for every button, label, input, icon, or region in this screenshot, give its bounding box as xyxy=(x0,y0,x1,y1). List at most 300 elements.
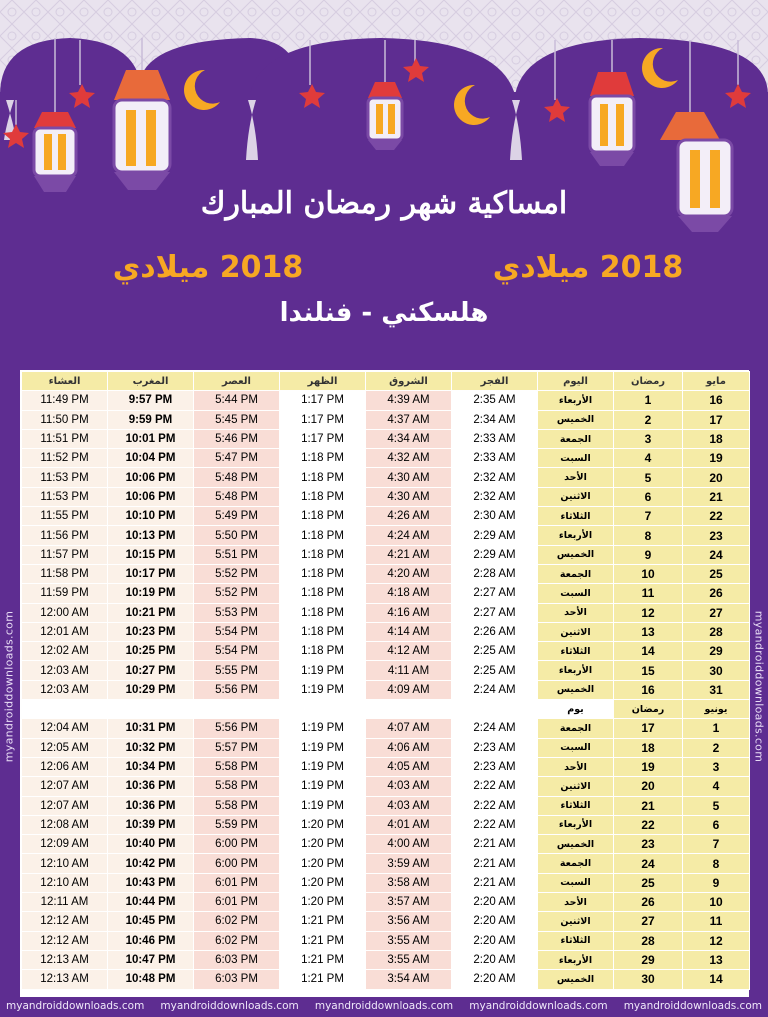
cell-shuruq: 4:09 AM xyxy=(366,681,451,699)
cell-day: السبت xyxy=(538,874,613,892)
cell-day: الخميس xyxy=(538,681,613,699)
cell-greg: 10 xyxy=(683,893,749,911)
cell-maghrib: 10:13 PM xyxy=(108,526,193,544)
cell-day: الخميس xyxy=(538,835,613,853)
cell-day: الجمعة xyxy=(538,430,613,448)
cell-isha: 11:52 PM xyxy=(22,449,107,467)
cell-shuruq: 4:11 AM xyxy=(366,661,451,679)
cell-isha: 11:57 PM xyxy=(22,546,107,564)
cell-fajr: 2:23 AM xyxy=(452,758,537,776)
cell-dhuhr: 1:18 PM xyxy=(280,565,365,583)
cell-dhuhr: 1:21 PM xyxy=(280,932,365,950)
cell-ramadan: 25 xyxy=(614,874,682,892)
cell-dhuhr: 1:19 PM xyxy=(280,758,365,776)
cell-ramadan: 30 xyxy=(614,970,682,988)
cell-asr: 5:49 PM xyxy=(194,507,279,525)
cell-dhuhr: 1:20 PM xyxy=(280,835,365,853)
cell-isha: 11:53 PM xyxy=(22,488,107,506)
cell-asr: 5:56 PM xyxy=(194,719,279,737)
cell-isha: 12:12 AM xyxy=(22,912,107,930)
cell-maghrib: 10:17 PM xyxy=(108,565,193,583)
cell-dhuhr: 1:19 PM xyxy=(280,739,365,757)
cell-shuruq: 4:30 AM xyxy=(366,488,451,506)
cell-day: السبت xyxy=(538,584,613,602)
cell-fajr: 2:34 AM xyxy=(452,411,537,429)
cell-asr: 5:59 PM xyxy=(194,816,279,834)
cell-asr: 5:46 PM xyxy=(194,430,279,448)
cell-greg: 8 xyxy=(683,854,749,872)
cell-day: الأحد xyxy=(538,893,613,911)
subheader-empty-cell xyxy=(108,700,193,718)
cell-fajr: 2:21 AM xyxy=(452,854,537,872)
table-row xyxy=(22,758,749,776)
cell-fajr: 2:21 AM xyxy=(452,835,537,853)
cell-fajr: 2:29 AM xyxy=(452,546,537,564)
cell-day: الاثنين xyxy=(538,488,613,506)
cell-isha: 12:09 AM xyxy=(22,835,107,853)
cell-isha: 12:00 AM xyxy=(22,604,107,622)
cell-greg: 18 xyxy=(683,430,749,448)
table-row xyxy=(22,391,749,409)
cell-dhuhr: 1:21 PM xyxy=(280,951,365,969)
cell-day: الأحد xyxy=(538,468,613,486)
cell-greg: 21 xyxy=(683,488,749,506)
cell-fajr: 2:22 AM xyxy=(452,797,537,815)
cell-day: الثلاثاء xyxy=(538,642,613,660)
cell-ramadan: 28 xyxy=(614,932,682,950)
cell-dhuhr: 1:18 PM xyxy=(280,584,365,602)
cell-asr: 5:52 PM xyxy=(194,584,279,602)
cell-day: السبت xyxy=(538,739,613,757)
cell-dhuhr: 1:19 PM xyxy=(280,777,365,795)
cell-shuruq: 4:20 AM xyxy=(366,565,451,583)
table-row xyxy=(22,661,749,679)
cell-fajr: 2:33 AM xyxy=(452,449,537,467)
cell-ramadan: 14 xyxy=(614,642,682,660)
cell-ramadan: 15 xyxy=(614,661,682,679)
cell-asr: 5:54 PM xyxy=(194,623,279,641)
cell-greg: 26 xyxy=(683,584,749,602)
cell-ramadan: 23 xyxy=(614,835,682,853)
cell-fajr: 2:20 AM xyxy=(452,970,537,988)
table-row xyxy=(22,507,749,525)
watermark-right: myandroiddownloads.com xyxy=(752,610,766,763)
cell-dhuhr: 1:18 PM xyxy=(280,526,365,544)
cell-fajr: 2:20 AM xyxy=(452,893,537,911)
cell-day: الأربعاء xyxy=(538,951,613,969)
cell-maghrib: 10:21 PM xyxy=(108,604,193,622)
cell-asr: 6:03 PM xyxy=(194,970,279,988)
cell-greg: 23 xyxy=(683,526,749,544)
cell-shuruq: 3:57 AM xyxy=(366,893,451,911)
cell-ramadan: 9 xyxy=(614,546,682,564)
cell-asr: 5:58 PM xyxy=(194,758,279,776)
cell-maghrib: 10:10 PM xyxy=(108,507,193,525)
cell-asr: 5:44 PM xyxy=(194,391,279,409)
cell-ramadan: 21 xyxy=(614,797,682,815)
cell-greg: 6 xyxy=(683,816,749,834)
cell-maghrib: 10:39 PM xyxy=(108,816,193,834)
table-row xyxy=(22,854,749,872)
cell-maghrib: 10:48 PM xyxy=(108,970,193,988)
cell-dhuhr: 1:20 PM xyxy=(280,816,365,834)
cell-shuruq: 4:21 AM xyxy=(366,546,451,564)
cell-day: الاثنين xyxy=(538,623,613,641)
cell-fajr: 2:26 AM xyxy=(452,623,537,641)
cell-asr: 5:52 PM xyxy=(194,565,279,583)
watermark-text: myandroiddownloads.com xyxy=(623,1000,762,1012)
cell-fajr: 2:23 AM xyxy=(452,739,537,757)
table-row xyxy=(22,835,749,853)
column-header: العشاء xyxy=(22,372,107,390)
cell-ramadan: 24 xyxy=(614,854,682,872)
cell-shuruq: 4:05 AM xyxy=(366,758,451,776)
cell-fajr: 2:28 AM xyxy=(452,565,537,583)
cell-ramadan: 1 xyxy=(614,391,682,409)
subheader-ramadan: رمضان xyxy=(614,700,682,718)
cell-dhuhr: 1:18 PM xyxy=(280,507,365,525)
cell-greg: 14 xyxy=(683,970,749,988)
table-row xyxy=(22,739,749,757)
cell-maghrib: 10:34 PM xyxy=(108,758,193,776)
cell-day: الأحد xyxy=(538,758,613,776)
cell-ramadan: 18 xyxy=(614,739,682,757)
subheader-empty-cell xyxy=(452,700,537,718)
cell-isha: 12:02 AM xyxy=(22,642,107,660)
cell-shuruq: 3:59 AM xyxy=(366,854,451,872)
cell-shuruq: 3:54 AM xyxy=(366,970,451,988)
cell-fajr: 2:25 AM xyxy=(452,661,537,679)
cell-asr: 6:02 PM xyxy=(194,932,279,950)
june-subheader-row xyxy=(22,700,749,718)
cell-isha: 11:49 PM xyxy=(22,391,107,409)
cell-asr: 6:02 PM xyxy=(194,912,279,930)
cell-maghrib: 10:44 PM xyxy=(108,893,193,911)
cell-shuruq: 4:24 AM xyxy=(366,526,451,544)
cell-dhuhr: 1:17 PM xyxy=(280,430,365,448)
table-row xyxy=(22,584,749,602)
cell-greg: 13 xyxy=(683,951,749,969)
cell-fajr: 2:33 AM xyxy=(452,430,537,448)
cell-ramadan: 17 xyxy=(614,719,682,737)
table-header-row xyxy=(22,372,749,390)
cell-asr: 5:50 PM xyxy=(194,526,279,544)
cell-maghrib: 10:36 PM xyxy=(108,797,193,815)
cell-maghrib: 10:40 PM xyxy=(108,835,193,853)
cell-day: الثلاثاء xyxy=(538,797,613,815)
cell-fajr: 2:29 AM xyxy=(452,526,537,544)
cell-maghrib: 10:32 PM xyxy=(108,739,193,757)
cell-shuruq: 4:30 AM xyxy=(366,468,451,486)
cell-maghrib: 10:01 PM xyxy=(108,430,193,448)
cell-dhuhr: 1:20 PM xyxy=(280,893,365,911)
column-header: مايو xyxy=(683,372,749,390)
cell-greg: 20 xyxy=(683,468,749,486)
cell-asr: 5:57 PM xyxy=(194,739,279,757)
subheader-empty-cell xyxy=(366,700,451,718)
cell-greg: 22 xyxy=(683,507,749,525)
cell-fajr: 2:22 AM xyxy=(452,777,537,795)
cell-maghrib: 9:59 PM xyxy=(108,411,193,429)
cell-shuruq: 3:56 AM xyxy=(366,912,451,930)
cell-ramadan: 7 xyxy=(614,507,682,525)
cell-fajr: 2:20 AM xyxy=(452,932,537,950)
cell-ramadan: 3 xyxy=(614,430,682,448)
cell-day: الجمعة xyxy=(538,719,613,737)
watermark-text: myandroiddownloads.com xyxy=(160,1000,299,1012)
cell-asr: 5:51 PM xyxy=(194,546,279,564)
cell-fajr: 2:20 AM xyxy=(452,951,537,969)
table-row xyxy=(22,449,749,467)
cell-dhuhr: 1:18 PM xyxy=(280,449,365,467)
cell-shuruq: 4:39 AM xyxy=(366,391,451,409)
cell-ramadan: 26 xyxy=(614,893,682,911)
cell-greg: 1 xyxy=(683,719,749,737)
cell-ramadan: 6 xyxy=(614,488,682,506)
cell-shuruq: 4:26 AM xyxy=(366,507,451,525)
cell-asr: 6:01 PM xyxy=(194,893,279,911)
column-header: الفجر xyxy=(452,372,537,390)
cell-isha: 11:58 PM xyxy=(22,565,107,583)
cell-maghrib: 10:06 PM xyxy=(108,488,193,506)
cell-asr: 6:03 PM xyxy=(194,951,279,969)
cell-maghrib: 10:29 PM xyxy=(108,681,193,699)
cell-asr: 5:58 PM xyxy=(194,777,279,795)
cell-dhuhr: 1:19 PM xyxy=(280,661,365,679)
year-label-right: 2018 ميلادي xyxy=(492,250,684,285)
cell-ramadan: 13 xyxy=(614,623,682,641)
cell-greg: 31 xyxy=(683,681,749,699)
table-row xyxy=(22,777,749,795)
table-row xyxy=(22,970,749,988)
cell-shuruq: 4:01 AM xyxy=(366,816,451,834)
table-row xyxy=(22,874,749,892)
cell-maghrib: 10:15 PM xyxy=(108,546,193,564)
cell-fajr: 2:32 AM xyxy=(452,488,537,506)
cell-dhuhr: 1:18 PM xyxy=(280,546,365,564)
cell-asr: 5:56 PM xyxy=(194,681,279,699)
cell-asr: 6:00 PM xyxy=(194,835,279,853)
cell-shuruq: 3:58 AM xyxy=(366,874,451,892)
cell-day: الاثنين xyxy=(538,912,613,930)
cell-day: الأربعاء xyxy=(538,661,613,679)
table-row xyxy=(22,411,749,429)
cell-greg: 19 xyxy=(683,449,749,467)
watermark-bottom xyxy=(0,998,768,1017)
cell-shuruq: 4:07 AM xyxy=(366,719,451,737)
cell-asr: 5:48 PM xyxy=(194,488,279,506)
cell-asr: 5:54 PM xyxy=(194,642,279,660)
cell-dhuhr: 1:19 PM xyxy=(280,797,365,815)
table-row xyxy=(22,893,749,911)
cell-maghrib: 10:27 PM xyxy=(108,661,193,679)
cell-asr: 5:58 PM xyxy=(194,797,279,815)
cell-day: الاثنين xyxy=(538,777,613,795)
cell-dhuhr: 1:19 PM xyxy=(280,719,365,737)
column-header: اليوم xyxy=(538,372,613,390)
cell-dhuhr: 1:18 PM xyxy=(280,642,365,660)
cell-fajr: 2:21 AM xyxy=(452,874,537,892)
cell-ramadan: 19 xyxy=(614,758,682,776)
cell-isha: 12:11 AM xyxy=(22,893,107,911)
cell-isha: 12:13 AM xyxy=(22,970,107,988)
cell-day: الأربعاء xyxy=(538,391,613,409)
cell-ramadan: 29 xyxy=(614,951,682,969)
cell-day: الخميس xyxy=(538,970,613,988)
cell-fajr: 2:32 AM xyxy=(452,468,537,486)
cell-greg: 11 xyxy=(683,912,749,930)
subheader-empty-cell xyxy=(194,700,279,718)
cell-maghrib: 10:47 PM xyxy=(108,951,193,969)
cell-greg: 5 xyxy=(683,797,749,815)
cell-greg: 29 xyxy=(683,642,749,660)
cell-dhuhr: 1:20 PM xyxy=(280,874,365,892)
table-row xyxy=(22,468,749,486)
cell-greg: 24 xyxy=(683,546,749,564)
cell-ramadan: 27 xyxy=(614,912,682,930)
cell-dhuhr: 1:19 PM xyxy=(280,681,365,699)
cell-day: الأربعاء xyxy=(538,816,613,834)
cell-isha: 12:08 AM xyxy=(22,816,107,834)
cell-isha: 11:55 PM xyxy=(22,507,107,525)
cell-greg: 4 xyxy=(683,777,749,795)
cell-isha: 12:12 AM xyxy=(22,932,107,950)
table-row xyxy=(22,951,749,969)
prayer-times-table-container xyxy=(20,370,749,997)
lantern-1 xyxy=(34,112,76,192)
cell-isha: 12:03 AM xyxy=(22,681,107,699)
cell-isha: 12:05 AM xyxy=(22,739,107,757)
cell-shuruq: 3:55 AM xyxy=(366,951,451,969)
cell-shuruq: 4:03 AM xyxy=(366,777,451,795)
cell-asr: 5:48 PM xyxy=(194,468,279,486)
cell-dhuhr: 1:18 PM xyxy=(280,468,365,486)
cell-maghrib: 10:19 PM xyxy=(108,584,193,602)
cell-fajr: 2:22 AM xyxy=(452,816,537,834)
cell-fajr: 2:24 AM xyxy=(452,681,537,699)
cell-shuruq: 4:12 AM xyxy=(366,642,451,660)
cell-day: السبت xyxy=(538,449,613,467)
table-row xyxy=(22,430,749,448)
cell-greg: 30 xyxy=(683,661,749,679)
lantern-4 xyxy=(590,72,634,166)
cell-fajr: 2:27 AM xyxy=(452,604,537,622)
watermark-text: myandroiddownloads.com xyxy=(314,1000,454,1012)
cell-greg: 3 xyxy=(683,758,749,776)
table-row xyxy=(22,488,749,506)
cell-dhuhr: 1:21 PM xyxy=(280,912,365,930)
cell-maghrib: 10:31 PM xyxy=(108,719,193,737)
cell-isha: 11:56 PM xyxy=(22,526,107,544)
cell-isha: 12:03 AM xyxy=(22,661,107,679)
cell-dhuhr: 1:20 PM xyxy=(280,854,365,872)
table-row xyxy=(22,565,749,583)
cell-maghrib: 9:57 PM xyxy=(108,391,193,409)
cell-dhuhr: 1:21 PM xyxy=(280,970,365,988)
year-label-left: 2018 ميلادي xyxy=(112,250,304,285)
page-title: امساكية شهر رمضان المبارك xyxy=(200,186,568,221)
cell-day: الثلاثاء xyxy=(538,932,613,950)
city-label: هلسكني - فنلندا xyxy=(279,298,489,328)
table-row xyxy=(22,546,749,564)
cell-maghrib: 10:06 PM xyxy=(108,468,193,486)
table-row xyxy=(22,681,749,699)
cell-shuruq: 4:32 AM xyxy=(366,449,451,467)
cell-ramadan: 11 xyxy=(614,584,682,602)
table-row xyxy=(22,912,749,930)
table-row xyxy=(22,719,749,737)
cell-isha: 12:07 AM xyxy=(22,797,107,815)
column-header: العصر xyxy=(194,372,279,390)
cell-ramadan: 2 xyxy=(614,411,682,429)
subheader-day: يوم xyxy=(538,700,613,718)
cell-asr: 6:01 PM xyxy=(194,874,279,892)
cell-shuruq: 4:00 AM xyxy=(366,835,451,853)
cell-ramadan: 8 xyxy=(614,526,682,544)
lantern-2 xyxy=(114,70,170,190)
cell-fajr: 2:20 AM xyxy=(452,912,537,930)
table-row xyxy=(22,604,749,622)
cell-dhuhr: 1:17 PM xyxy=(280,391,365,409)
cell-greg: 27 xyxy=(683,604,749,622)
cell-isha: 12:04 AM xyxy=(22,719,107,737)
cell-greg: 12 xyxy=(683,932,749,950)
cell-fajr: 2:25 AM xyxy=(452,642,537,660)
table-row xyxy=(22,816,749,834)
cell-dhuhr: 1:17 PM xyxy=(280,411,365,429)
cell-isha: 12:01 AM xyxy=(22,623,107,641)
cell-asr: 5:53 PM xyxy=(194,604,279,622)
cell-isha: 12:06 AM xyxy=(22,758,107,776)
cell-ramadan: 20 xyxy=(614,777,682,795)
cell-greg: 9 xyxy=(683,874,749,892)
table-row xyxy=(22,932,749,950)
cell-dhuhr: 1:18 PM xyxy=(280,488,365,506)
cell-day: الخميس xyxy=(538,546,613,564)
table-row xyxy=(22,642,749,660)
column-header: رمضان xyxy=(614,372,682,390)
cell-ramadan: 16 xyxy=(614,681,682,699)
cell-shuruq: 4:34 AM xyxy=(366,430,451,448)
table-row xyxy=(22,623,749,641)
cell-shuruq: 4:14 AM xyxy=(366,623,451,641)
cell-shuruq: 4:18 AM xyxy=(366,584,451,602)
table-row xyxy=(22,797,749,815)
watermark-left: myandroiddownloads.com xyxy=(2,610,16,763)
cell-shuruq: 3:55 AM xyxy=(366,932,451,950)
cell-greg: 17 xyxy=(683,411,749,429)
cell-fajr: 2:24 AM xyxy=(452,719,537,737)
cell-maghrib: 10:42 PM xyxy=(108,854,193,872)
cell-greg: 25 xyxy=(683,565,749,583)
cell-day: الجمعة xyxy=(538,854,613,872)
cell-maghrib: 10:23 PM xyxy=(108,623,193,641)
cell-fajr: 2:35 AM xyxy=(452,391,537,409)
cell-maghrib: 10:43 PM xyxy=(108,874,193,892)
cell-isha: 12:07 AM xyxy=(22,777,107,795)
cell-greg: 2 xyxy=(683,739,749,757)
subheader-empty-cell xyxy=(22,700,107,718)
cell-shuruq: 4:16 AM xyxy=(366,604,451,622)
cell-asr: 6:00 PM xyxy=(194,854,279,872)
cell-isha: 11:59 PM xyxy=(22,584,107,602)
table-row xyxy=(22,526,749,544)
subheader-empty-cell xyxy=(280,700,365,718)
cell-isha: 12:10 AM xyxy=(22,854,107,872)
cell-dhuhr: 1:18 PM xyxy=(280,623,365,641)
cell-ramadan: 22 xyxy=(614,816,682,834)
cell-ramadan: 10 xyxy=(614,565,682,583)
